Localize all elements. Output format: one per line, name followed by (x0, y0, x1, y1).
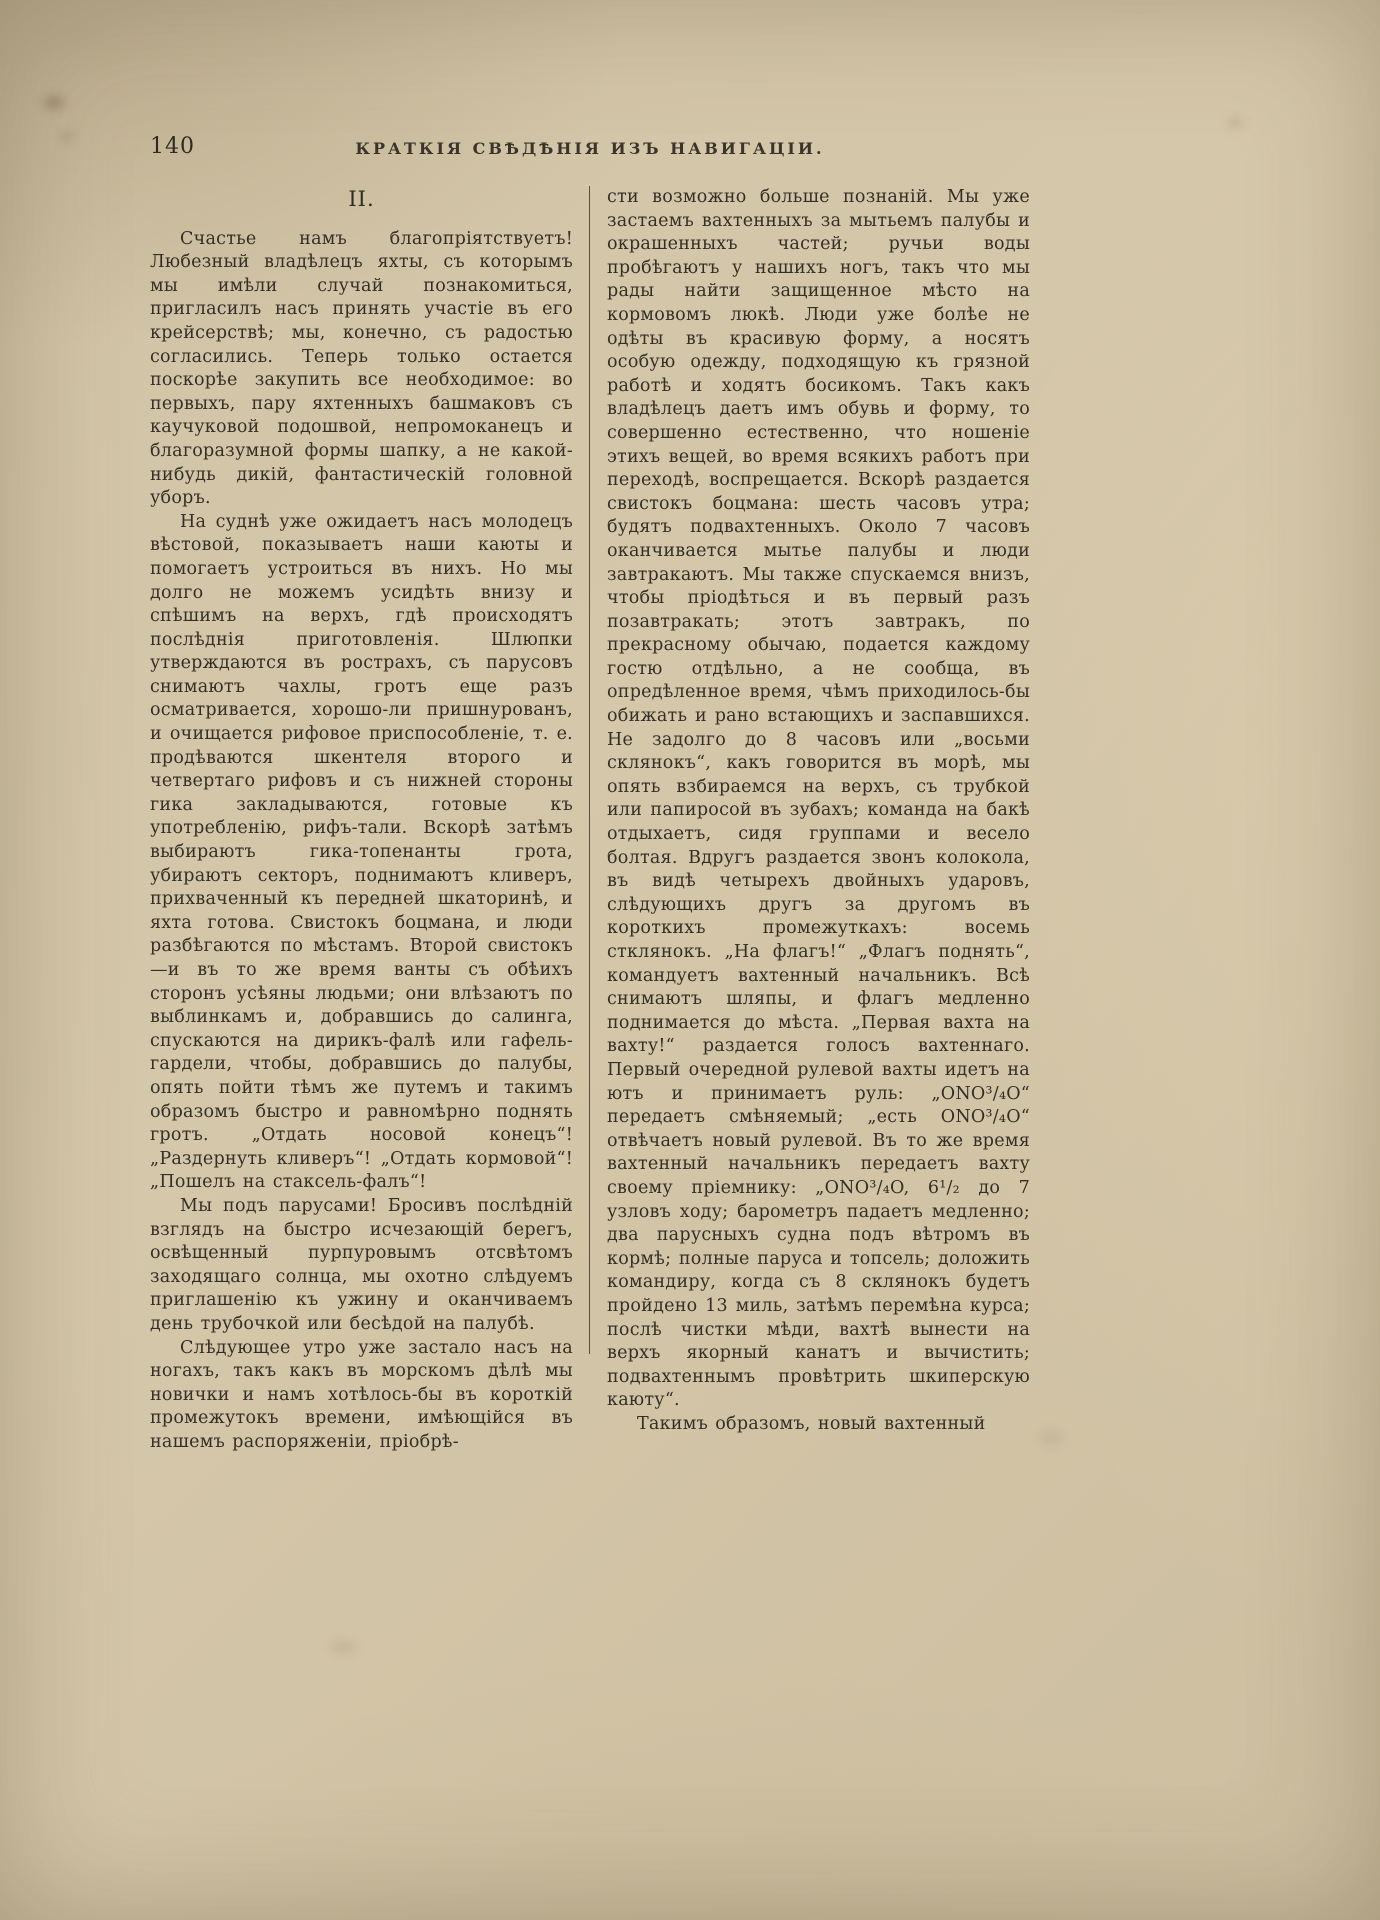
paper-stain (1040, 1430, 1062, 1446)
paragraph: Счастье намъ благопріятствуетъ! Любезный владѣлецъ яхты, съ которымъ мы имѣли случай познакомиться, пригласилъ насъ принять участіе въ его крейсерствѣ; мы, конечно, съ радостью согласились. Теперь только остается поскорѣе закупить все необходимое: во первыхъ, пару яхтенныхъ башмаковъ съ каучуковой подошвой, непромоканецъ и благоразумной формы шапку, а не какой-нибудь дикій, фантастическій головной уборъ. (150, 228, 573, 509)
paragraph: Мы подъ парусами! Бросивъ послѣдній взглядъ на быстро исчезающій берегъ, освѣщенный пурпуровымъ отсвѣтомъ заходящаго солнца, мы охотно слѣдуемъ приглашенію къ ужину и оканчиваемъ день трубочкой или бесѣдой на палубѣ. (150, 1195, 573, 1334)
right-column (607, 186, 1030, 1454)
section-heading: II. (348, 187, 375, 211)
paragraph: Слѣдующее утро уже застало насъ на ногахъ, такъ какъ въ морскомъ дѣлѣ мы новички и намъ хотѣлось-бы въ короткій промежутокъ времени, имѣющійся въ нашемъ распоряженіи, пріобрѣ- (150, 1337, 573, 1452)
text-columns (150, 186, 1030, 1454)
page-header (150, 134, 1030, 164)
paper-stain (330, 1640, 356, 1654)
running-header: КРАТКІЯ СВѢДѢНІЯ ИЗЪ НАВИГАЦІИ. (355, 139, 825, 158)
paper-stain (44, 96, 64, 109)
paragraph: На суднѣ уже ожидаетъ насъ молодецъ вѣстовой, показываетъ наши каюты и помогаетъ устроиться въ нихъ. Но мы долго не можемъ усидѣть внизу и спѣшимъ на верхъ, гдѣ происходятъ послѣднія приготовленія. Шлюпки утверждаются въ рострахъ, съ парусовъ снимаютъ чахлы, гротъ еще разъ осматривается, хорошо-ли пришнурованъ, и очищается рифовое приспособленіе, т. е. продѣваются шкентеля второго и четвертаго рифовъ и съ нижней стороны гика закладываются, готовые къ употребленію, рифъ-тали. Вскорѣ затѣмъ выбираютъ гика-топенанты грота, убираютъ секторъ, поднимаютъ кливеръ, прихваченный къ передней шкаторинѣ, и яхта готова. Свистокъ боцмана, и люди разбѣгаются по мѣстамъ. Второй свистокъ—и въ то же время ванты съ обѣихъ сторонъ усѣяны людьми; они влѣзаютъ по выблинкамъ и, добравшись до салинга, спускаются на дирикъ-фалѣ или гафель-гардели, чтобы, добравшись до палубы, опять пойти тѣмъ же путемъ и такимъ образомъ быстро и равномѣрно поднять гротъ. „Отдать носовой конецъ“! „Раздернуть кливеръ“! „Отдать кормовой“! „Пошелъ на стаксель-фалъ“! (150, 511, 573, 1193)
page-number: 140 (150, 134, 195, 159)
paragraph: Такимъ образомъ, новый вахтенный (637, 1413, 986, 1434)
paragraph: сти возможно больше познаній. Мы уже застаемъ вахтенныхъ за мытьемъ палубы и окрашенныхъ частей; ручьи воды пробѣгаютъ у нашихъ ногъ, такъ что мы рады найти защищенное мѣсто на кормовомъ люкѣ. Люди уже болѣе не одѣты въ красивую форму, а носятъ особую одежду, подходящую къ грязной работѣ и ходятъ босикомъ. Такъ какъ владѣлецъ даетъ имъ обувь и форму, то совершенно естественно, что ношеніе этихъ вещей, во время всякихъ работъ при переходѣ, воспрещается. Вскорѣ раздается свистокъ боцмана: шесть часовъ утра; будятъ подвахтенныхъ. Около 7 часовъ оканчивается мытье палубы и люди завтракаютъ. Мы также спускаемся внизъ, чтобы пріодѣться и въ первый разъ позавтракать; этотъ завтракъ, по прекрасному обычаю, подается каждому гостю отдѣльно, а не сообща, въ опредѣленное время, чѣмъ приходилось-бы обижать и рано встающихъ и заспавшихся. Не задолго до 8 часовъ или „восьми склянокъ“, какъ говорится въ морѣ, мы опять взбираемся на верхъ, съ трубкой или папиросой въ зубахъ; команда на бакѣ отдыхаетъ, сидя группами и весело болтая. Вдругъ раздается звонъ колокола, въ видѣ четырехъ двойныхъ ударовъ, слѣдующихъ другъ за другомъ въ короткихъ промежуткахъ: восемь стклянокъ. „На флагъ!“ „Флагъ поднять“, командуетъ вахтенный начальникъ. Всѣ снимаютъ шляпы, и флагъ медленно поднимается до мѣста. „Первая вахта на вахту!“ раздается голосъ вахтеннаго. Первый очередной рулевой вахты идетъ на ютъ и принимаетъ руль: „ONO³/₄O“ передаетъ смѣняемый; „есть ONO³/₄O“ отвѣчаетъ новый рулевой. Въ то же время вахтенный начальникъ передаетъ вахту своему пріемнику: „ONO³/₄O, 6¹/₂ до 7 узловъ ходу; барометръ падаетъ медленно; два парусныхъ судна подъ вѣтромъ въ кормѣ; полные паруса и топсель; доложить командиру, когда съ 8 склянокъ будетъ пройдено 13 миль, затѣмъ перемѣна курса; послѣ чистки мѣди, вахтѣ вынести на верхъ якорный канатъ и вычистить; подвахтеннымъ провѣтрить шкиперскую каюту“. (607, 187, 1030, 1411)
paper-stain (62, 132, 72, 141)
left-column (150, 186, 573, 1454)
paper-stain (1228, 118, 1242, 128)
